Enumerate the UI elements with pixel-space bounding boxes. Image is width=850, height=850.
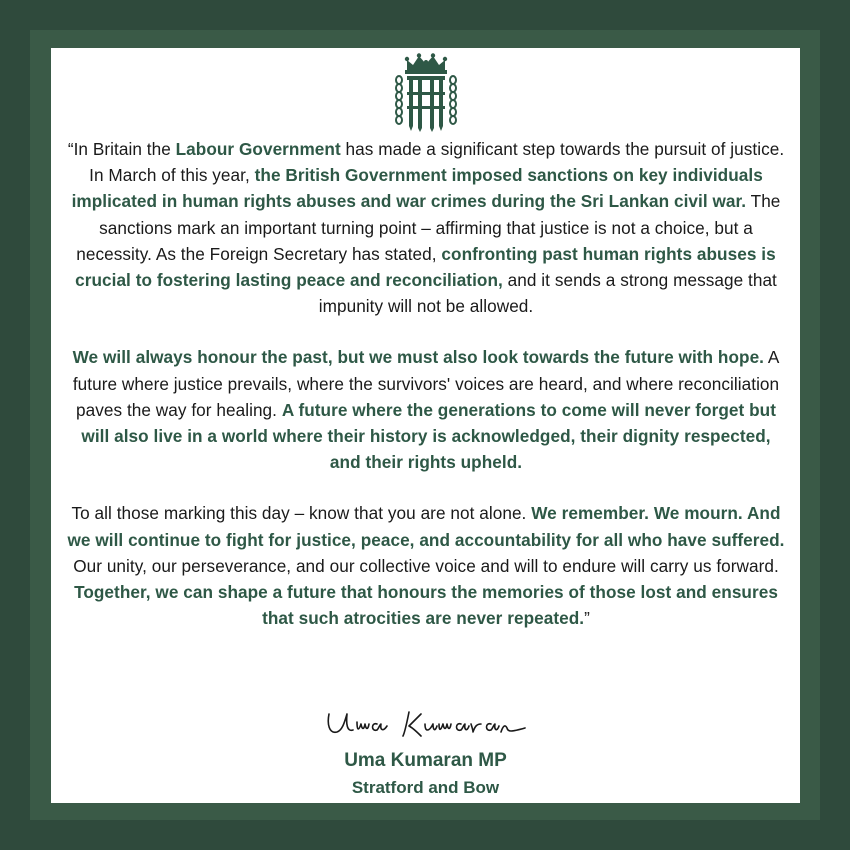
body-text: A future where justice prevails, where the survivors' voices are heard, and where reconciliation paves the way for healing. — [72, 347, 780, 420]
body-text: Our unity, our perseverance, and our collective voice and will to endure will carry us forward. — [73, 555, 779, 576]
statement-paragraph — [66, 344, 786, 475]
highlighted-text: Labour Government — [175, 139, 341, 159]
highlighted-text: We remember. We mourn. And we will continue to fight for justice, peace, and accountability for all who have suffered. — [67, 503, 785, 550]
signature-block — [51, 700, 800, 800]
highlighted-text: Together, we can shape a future that honours the memories of those lost and ensures that such atrocities are never repeated. — [74, 582, 778, 629]
highlighted-text: We will always honour the past, but we must also look towards the future with hope. — [72, 347, 764, 368]
highlighted-text: confronting past human rights abuses is crucial to fostering lasting peace and reconciliation, — [75, 243, 776, 291]
signatory-name: Uma Kumaran MP — [344, 750, 507, 771]
statement-text — [66, 136, 786, 631]
statement-paragraph — [66, 500, 786, 631]
statement-paragraph — [66, 136, 786, 319]
body-text: The sanctions mark an important turning point – affirming that justice is not a choice, but a necessity. As the Foreign Secretary has stated, — [76, 191, 781, 264]
handwritten-signature — [321, 706, 531, 746]
highlighted-text: the British Government imposed sanctions on key individuals implicated in human rights abuses and war crimes during the Sri Lankan civil war. — [71, 165, 763, 212]
body-text: and it sends a strong message that impunity will not be allowed. — [318, 270, 777, 317]
portcullis-icon — [393, 52, 459, 132]
body-text: “In Britain the — [67, 139, 176, 159]
body-text: ” — [584, 608, 590, 629]
body-text: has made a significant step towards the pursuit of justice. In March of this year, — [89, 139, 785, 186]
constituency: Stratford and Bow — [351, 778, 500, 797]
highlighted-text: A future where the generations to come will never forget but will also live in a world where their history is acknowledged, their dignity respected, and their rights upheld. — [81, 399, 776, 473]
body-text: To all those marking this day – know that you are not alone. — [71, 503, 532, 524]
